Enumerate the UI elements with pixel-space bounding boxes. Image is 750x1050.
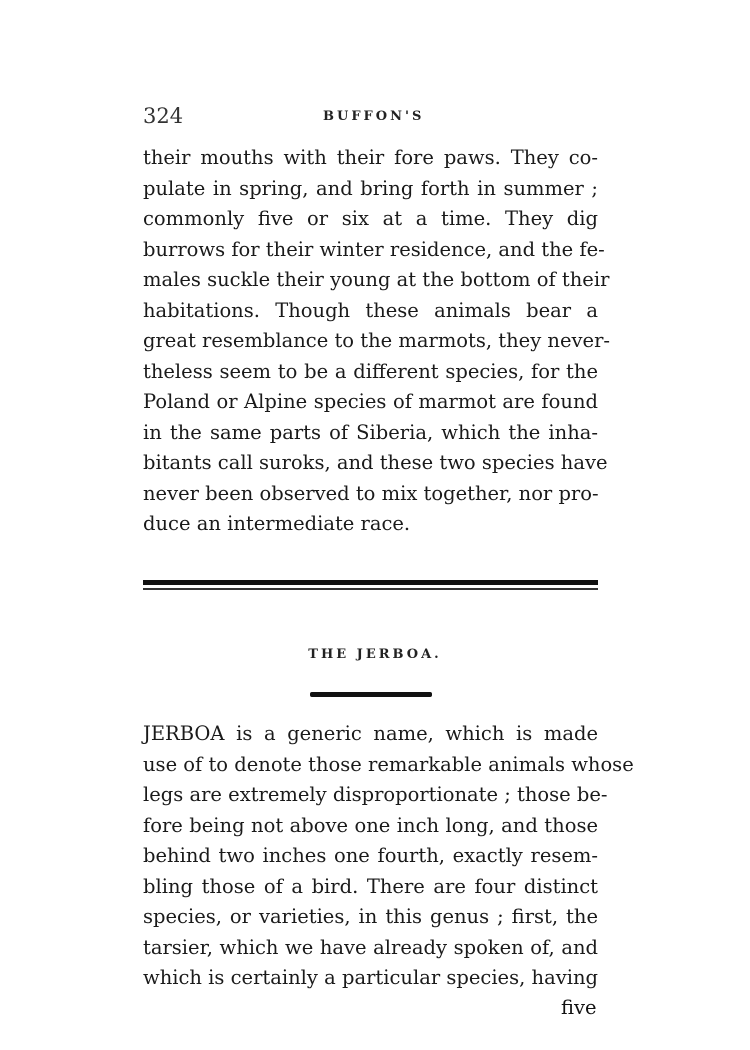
text-line: bitants call suroks, and these two species have	[143, 451, 608, 474]
text-line: fore being not above one inch long, and those	[143, 813, 598, 837]
text-line: behind two inches one fourth, exactly resem-	[143, 844, 598, 867]
catchword: five	[561, 996, 597, 1019]
section-divider-thick	[143, 580, 598, 585]
text-line: great resemblance to the marmots, they never-	[143, 329, 611, 352]
text-line: in the same parts of Siberia, which the inha-	[143, 420, 598, 444]
text-line: use of to denote those remarkable animals whose	[143, 752, 634, 776]
text-line: bling those of a bird. There are four distinct	[143, 874, 598, 898]
text-line: species, or varieties, in this genus ; first, the	[143, 905, 598, 928]
page-header	[143, 104, 598, 130]
text-line: theless seem to be a different species, for the	[143, 359, 598, 383]
section-title: THE JERBOA.	[308, 647, 442, 662]
text-line: commonly five or six at a time. They dig	[143, 207, 598, 230]
text-line: habitations. Though these animals bear a	[143, 298, 598, 322]
running-head: BUFFON'S	[323, 109, 425, 124]
text-line: which is certainly a particular species, having	[143, 966, 598, 989]
text-line: legs are extremely disproportionate ; those be-	[143, 783, 608, 806]
page-number: 324	[143, 104, 184, 128]
text-line: duce an intermediate race.	[143, 512, 411, 535]
text-line: males suckle their young at the bottom of their	[143, 268, 610, 291]
paragraph-jerboa	[143, 719, 634, 994]
text-line: JERBOA is a generic name, which is made	[143, 722, 598, 745]
text-line: their mouths with their fore paws. They co-	[143, 146, 598, 169]
text-line: pulate in spring, and bring forth in summer ;	[143, 176, 598, 200]
text-line: burrows for their winter residence, and the fe-	[143, 237, 605, 261]
text-line: Poland or Alpine species of marmot are found	[143, 390, 598, 413]
paragraph-marmot-continuation	[143, 143, 611, 540]
title-underline-rule	[310, 692, 432, 697]
text-line: never been observed to mix together, nor pro-	[143, 481, 599, 505]
section-divider-thin	[143, 588, 598, 590]
text-line: tarsier, which we have already spoken of, and	[143, 935, 598, 959]
